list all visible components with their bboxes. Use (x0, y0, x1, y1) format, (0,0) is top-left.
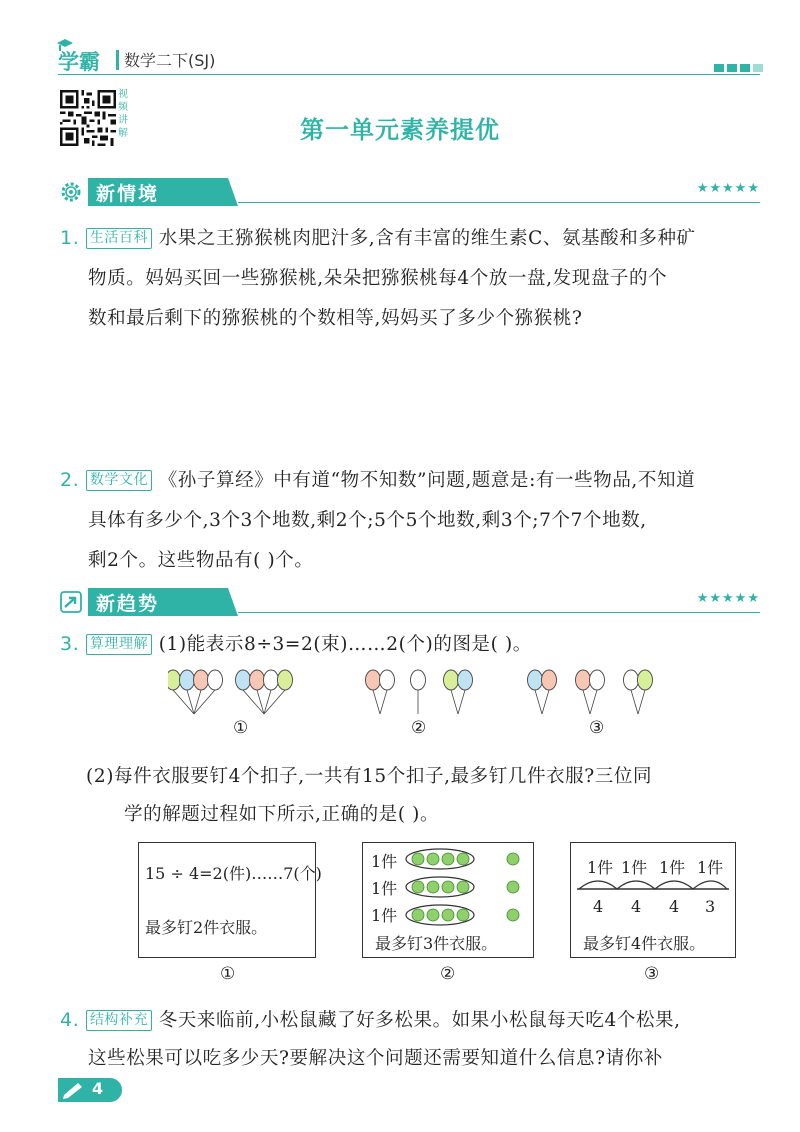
section-banner-new-situation (58, 178, 760, 208)
question-text-line: 数和最后剩下的猕猴桃的个数相等,妈妈买了多少个猕猴桃? (88, 308, 583, 329)
unit-title: 第一单元素养提优 (300, 116, 500, 144)
balloon-string (631, 690, 638, 714)
option-label[interactable]: ③ (589, 718, 605, 738)
header-rule (58, 74, 760, 75)
balloon-icon (411, 670, 426, 690)
question-tag: 生活百科 (86, 228, 152, 249)
solution-box-1 (138, 842, 322, 958)
balloon-string (590, 690, 597, 714)
qr-label-char: 讲 (118, 115, 128, 126)
balloon-icon (590, 670, 605, 690)
question-text-line: 这些松果可以吃多少天?要解决这个问题还需要知道什么信息?请你补 (88, 1048, 663, 1069)
balloon-icon (250, 670, 265, 690)
balloon-string (542, 690, 549, 714)
balloon-icon (444, 670, 459, 690)
balloon-string (380, 690, 387, 714)
qr-label-char: 视 (118, 89, 128, 100)
page-number: 4 (92, 1079, 104, 1098)
question-text-line: 物质。妈妈买回一些猕猴桃,朵朵把猕猴桃每4个放一盘,发现盘子的个 (88, 268, 668, 289)
gear-icon (60, 181, 82, 203)
book-title: 数学二下(SJ) (124, 51, 216, 70)
question-text-line[interactable]: (1)能表示8÷3=2(束)……2(个)的图是( )。 (158, 634, 532, 655)
question-number: 3. (60, 633, 80, 655)
segment-label: 1件 (659, 858, 686, 877)
button-groups (405, 847, 527, 931)
option-label[interactable]: ③ (644, 964, 660, 984)
difficulty-stars: ★★★★★ (696, 181, 760, 196)
solution-result: 最多钉4件衣服。 (583, 934, 706, 953)
question-3 (60, 630, 532, 656)
balloon-string (458, 690, 465, 714)
question-text-line: 水果之王猕猴桃肉肥汁多,含有丰富的维生素C、氨基酸和多种矿 (158, 228, 696, 249)
option-label[interactable]: ① (233, 718, 249, 738)
balloon-icon (208, 670, 223, 690)
question-tag: 算理理解 (86, 634, 152, 655)
header-divider (116, 50, 119, 70)
question-text-line: (2)每件衣服要钉4个扣子,一共有15个扣子,最多钉几件衣服?三位同 (86, 766, 653, 787)
trend-arrow-icon (60, 591, 82, 613)
segment-label: 1件 (587, 858, 614, 877)
balloon-icon (458, 670, 473, 690)
segment-count: 4 (631, 897, 642, 916)
question-tag: 结构补充 (86, 1010, 152, 1031)
section-title: 新趋势 (96, 593, 160, 615)
balloon-icon (576, 670, 591, 690)
segment-label: 1件 (621, 858, 648, 877)
balloon-icon (278, 670, 293, 690)
question-text-line: 具体有多少个,3个3个地数,剩2个;5个5个地数,剩3个;7个7个地数, (88, 510, 647, 531)
balloon-string (373, 690, 380, 714)
solution-result: 最多钉3件衣服。 (375, 934, 498, 953)
solution-equation: 15 ÷ 4=2(件)……7(个) (145, 864, 322, 883)
segment-count: 4 (669, 897, 680, 916)
question-answer-line[interactable]: 学的解题过程如下所示,正确的是( )。 (124, 804, 440, 825)
row-label: 1件 (371, 879, 398, 898)
balloon-icon (168, 670, 181, 690)
balloon-string (535, 690, 542, 714)
question-text-line: 冬天来临前,小松鼠藏了好多松果。如果小松鼠每天吃4个松果, (158, 1010, 681, 1031)
qr-label-char: 频 (118, 102, 128, 113)
balloon-icon (264, 670, 279, 690)
question-answer-line[interactable]: 剩2个。这些物品有( )个。 (88, 550, 314, 571)
balloon-icon (380, 670, 395, 690)
balloon-icon (542, 670, 557, 690)
option-label[interactable]: ② (440, 964, 456, 984)
question-number: 4. (60, 1009, 80, 1031)
solution-box-3 (570, 842, 736, 958)
solution-result: 最多钉2件衣服。 (145, 918, 268, 937)
question-1 (60, 224, 696, 250)
pencil-icon (62, 1081, 84, 1099)
difficulty-stars: ★★★★★ (696, 591, 760, 606)
brand-logo: 学霸 (58, 50, 100, 74)
segment-count: 4 (593, 897, 604, 916)
question-number: 2. (60, 469, 80, 491)
balloon-icon (638, 670, 653, 690)
balloon-icon (366, 670, 381, 690)
option-label[interactable]: ② (411, 718, 427, 738)
balloon-icon (180, 670, 195, 690)
question-4 (60, 1006, 681, 1032)
segment-diagram (571, 871, 735, 895)
segment-label: 1件 (697, 858, 724, 877)
balloon-figures (168, 668, 668, 720)
qr-label-char: 解 (118, 128, 128, 139)
question-2 (60, 466, 695, 492)
option-label[interactable]: ① (220, 964, 236, 984)
question-number: 1. (60, 227, 80, 249)
segment-count: 3 (705, 897, 716, 916)
row-label: 1件 (371, 852, 398, 871)
row-label: 1件 (371, 906, 398, 925)
balloon-string (638, 690, 645, 714)
balloon-icon (528, 670, 543, 690)
section-banner-new-trend (58, 588, 760, 618)
balloon-icon (194, 670, 209, 690)
balloon-icon (624, 670, 639, 690)
question-text-line: 《孙子算经》中有道“物不知数”问题,题意是:有一些物品,不知道 (158, 470, 696, 491)
balloon-string (583, 690, 590, 714)
solution-box-2 (362, 842, 534, 958)
section-title: 新情境 (96, 183, 160, 205)
balloon-string (451, 690, 458, 714)
balloon-icon (236, 670, 251, 690)
question-tag: 数学文化 (86, 470, 152, 491)
